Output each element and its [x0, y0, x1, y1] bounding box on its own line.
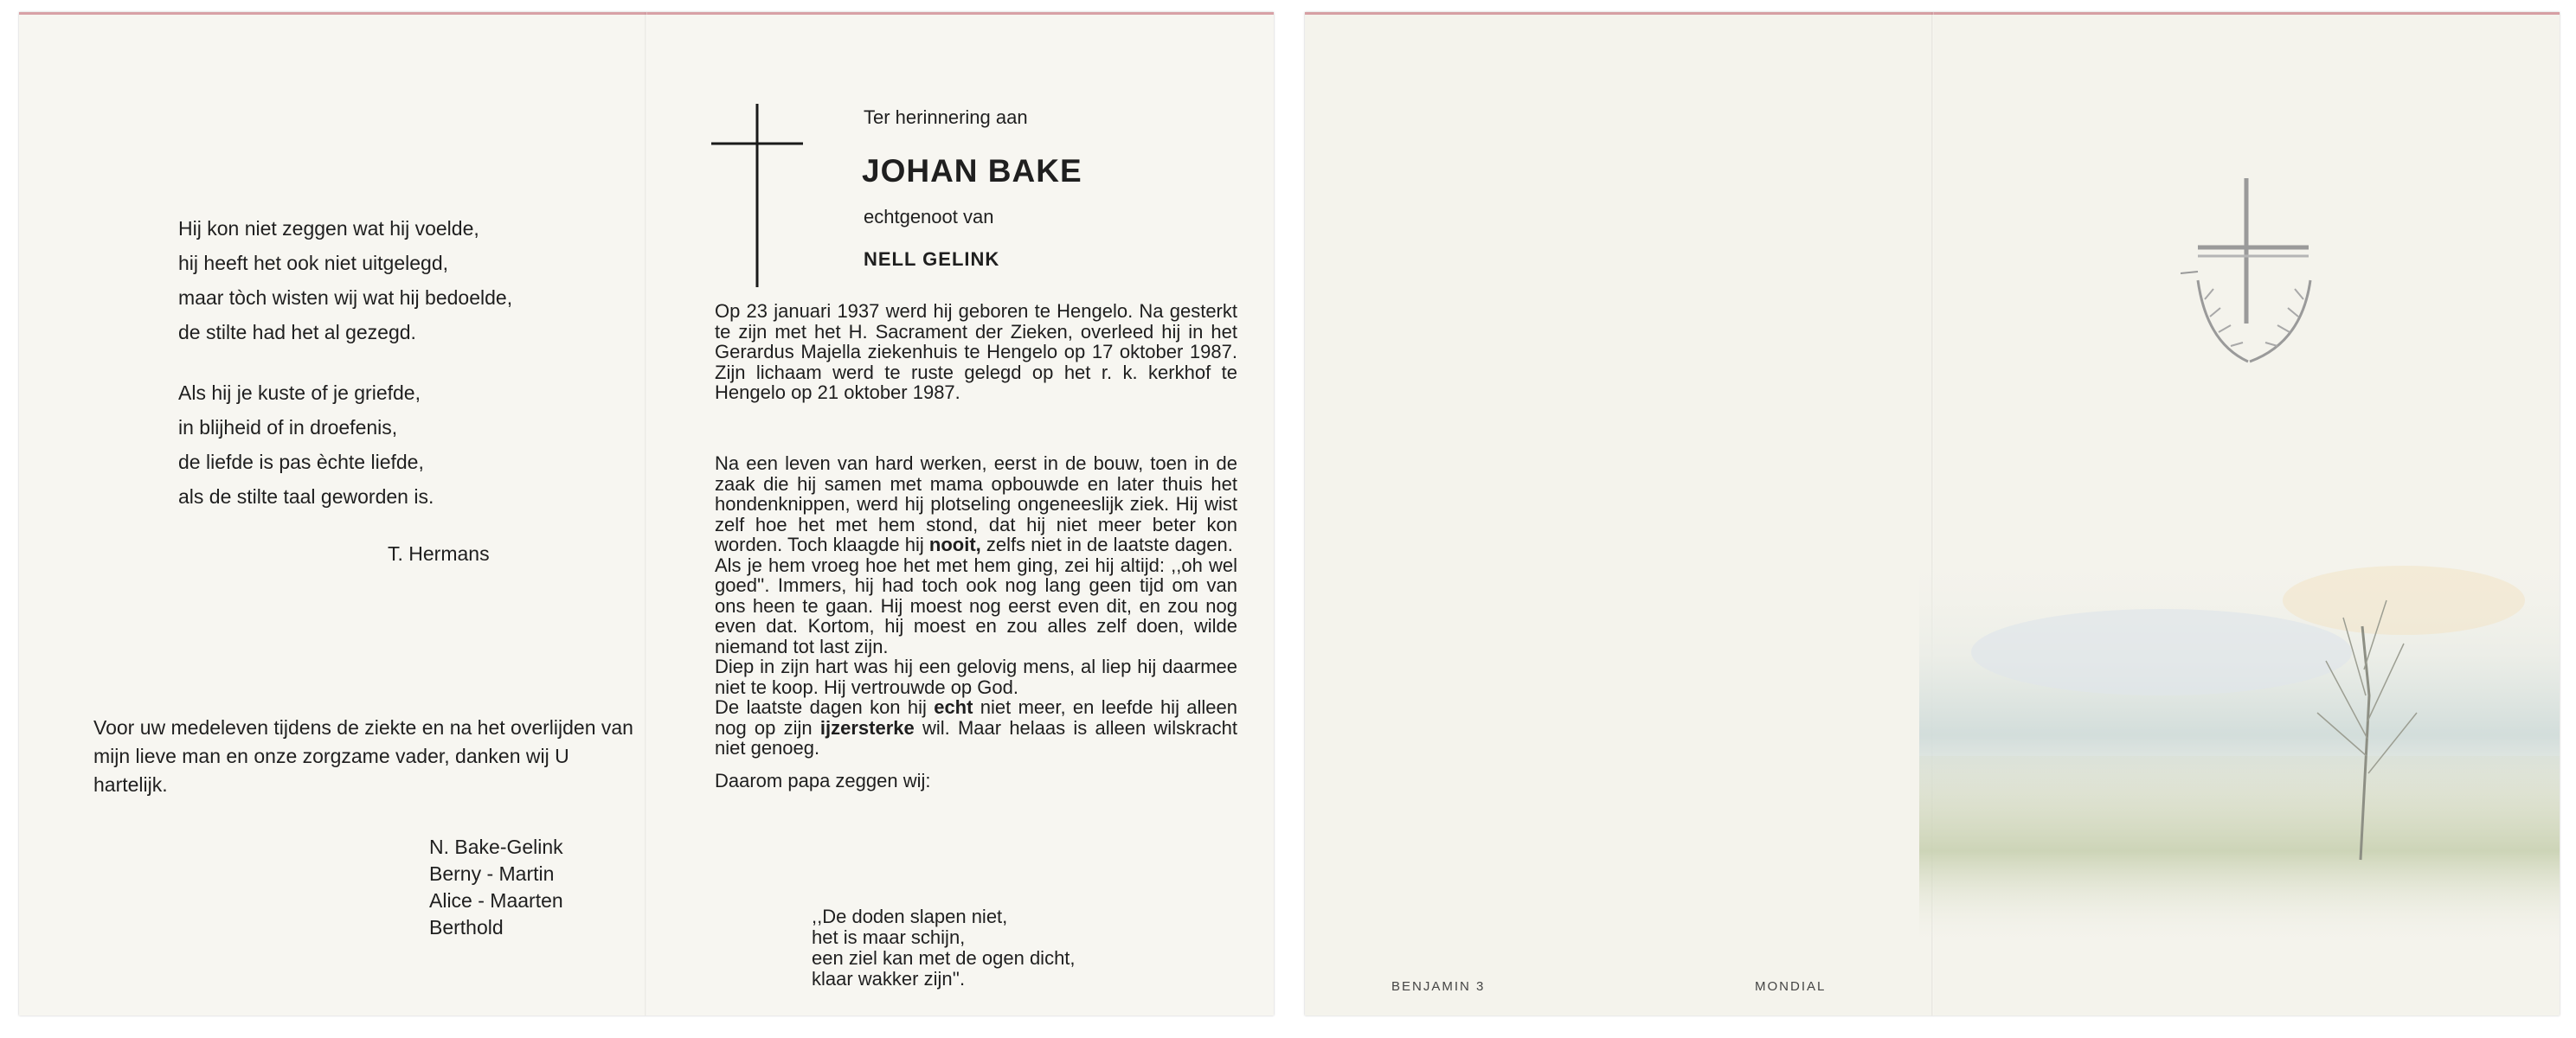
story-text: Na een leven van hard werken, eerst in de bouw, toen in de zaak die hij samen met mama opbouwde en later thuis het hondenknippen, werd hij plotseling ongeneeslijk ziek. Hij wist zelf hoe het met hem stond, dat hij niet meer beter kon worden. Toch klaagde hij — [715, 452, 1237, 555]
printer-name: MONDIAL — [1755, 979, 1827, 994]
story-text: niet meer, en leefde hij alleen nog op zijn — [715, 696, 1237, 739]
poem-line: Hij kon niet zeggen wat hij voelde, — [178, 217, 479, 240]
story-emphasis: echt — [934, 696, 973, 718]
quote-line: klaar wakker zijn''. — [812, 968, 966, 990]
memorial-card-inside — [19, 12, 1274, 1016]
memorial-card-outside — [1305, 12, 2560, 1016]
family-name: Berthold — [429, 916, 504, 939]
poem-line: Als hij je kuste of je griefde, — [178, 381, 421, 404]
story-text: zelfs niet in de laatste dagen. — [986, 534, 1233, 555]
intro-text: Ter herinnering aan — [864, 106, 1028, 128]
closing-quote — [812, 907, 1076, 990]
story-paragraph: Diep in zijn hart was hij een gelovig mens, al liep hij daarmee niet te koop. Hij vertrouwde op God. — [715, 656, 1237, 698]
poem-line: de liefde is pas èchte liefde, — [178, 451, 424, 473]
poem-line: in blijheid of in droefenis, — [178, 416, 398, 439]
family-name: N. Bake-Gelink — [429, 836, 563, 858]
quote-line: het is maar schijn, — [812, 926, 966, 948]
story-emphasis: ijzersterke — [819, 716, 915, 739]
family-name: Berny - Martin — [429, 862, 555, 885]
life-story — [715, 453, 1237, 791]
biography — [715, 301, 1237, 403]
story-paragraph: Als je hem vroeg hoe het met hem ging, zei hij altijd: ,,oh wel goed''. Immers, hij had toch ook nog lang geen tijd om van ons heen te gaan. Hij moest nog eerst even dit, en zou nog even dat. Kortom, hij moest en zou alles zelf doen, wilde niemand tot last zijn. — [715, 554, 1237, 657]
story-paragraph — [715, 453, 1237, 555]
cross-icon — [711, 104, 803, 287]
poem-author: T. Hermans — [388, 542, 490, 565]
landscape-illustration — [1919, 497, 2560, 981]
cross-wreath-icon — [2181, 178, 2336, 386]
poem-line: hij heeft het ook niet uitgelegd, — [178, 252, 449, 274]
quote-line: ,,De doden slapen niet, — [812, 906, 1008, 927]
quote-line: een ziel kan met de ogen dicht, — [812, 947, 1076, 969]
family-name: Alice - Maarten — [429, 889, 563, 912]
printer-code: BENJAMIN 3 — [1391, 979, 1486, 994]
spouse-name: NELL GELINK — [864, 248, 1000, 270]
poem-line: als de stilte taal geworden is. — [178, 485, 434, 508]
family-names — [429, 834, 563, 941]
thanks-text: Voor uw medeleven tijdens de ziekte en na het overlijden van mijn lieve man en onze zorgzame vader, danken wij U hartelijk. — [93, 716, 633, 796]
poem-line: de stilte had het al gezegd. — [178, 321, 416, 343]
story-emphasis: nooit, — [928, 534, 981, 555]
bio-paragraph: Op 23 januari 1937 werd hij geboren te Hengelo. Na gesterkt te zijn met het H. Sacrament der Zieken, overleed hij in het Gerardus Majella ziekenhuis te Hengelo op 17 oktober 1987. Zijn lichaam werd te ruste gelegd op het r. k. kerkhof te Hengelo op 21 oktober 1987. — [715, 300, 1237, 403]
deceased-name: JOHAN BAKE — [862, 153, 1082, 189]
poem — [178, 211, 512, 514]
story-paragraph — [715, 697, 1237, 759]
closing-intro: Daarom papa zeggen wij: — [715, 769, 931, 791]
story-text: De laatste dagen kon hij — [715, 696, 927, 718]
card-fold — [645, 12, 647, 1016]
relation-text: echtgenoot van — [864, 206, 994, 227]
story-text: wil. Maar helaas is alleen wilskracht niet genoeg. — [715, 716, 1237, 759]
poem-line: maar tòch wisten wij wat hij bedoelde, — [178, 286, 513, 309]
